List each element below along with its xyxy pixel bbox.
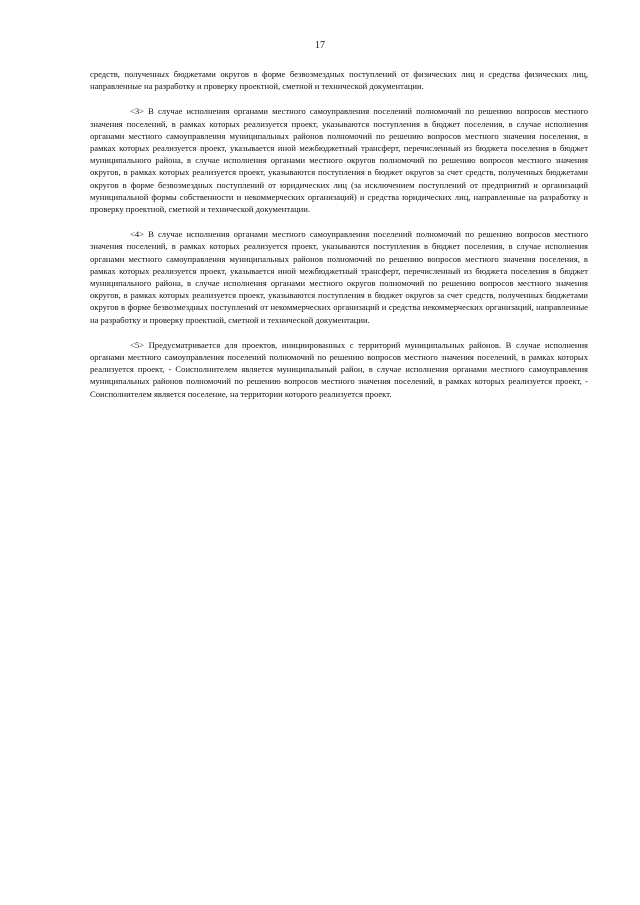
footnote-5: <5> Предусматривается для проектов, инициированных с территорий муниципальных районов. В случае исполнения органами местного самоуправления поселений полномочий по решению вопросов местного значения поселений, в рамках которых реализуется проект, - Соисполнителем является муниципальный район, в случае исполнения органами местного самоуправления муниципальных районов полномочий по решению вопросов местного значения поселений, в рамках которых реализуется проект, - Соисполнителем является поселение, на территории которого реализуется проект.: [90, 339, 588, 399]
page-number: 17: [315, 40, 325, 51]
document-body: [90, 68, 588, 413]
paragraph-continuation: средств, полученных бюджетами округов в форме безвозмездных поступлений от физических лиц и средства физических лиц, направленные на разработку и проверку проектной, сметной и технической документации.: [90, 69, 588, 92]
footnote-4: <4> В случае исполнения органами местного самоуправления поселений полномочий по решению вопросов местного значения поселений, в рамках которых реализуется проект, указываются поступления в бюджет поселения, в случае исполнения органами местного самоуправления муниципальных районов полномочий по решению вопросов местного значения поселения, в рамках которых реализуется проект, указывается иной межбюджетный трансферт, перечисленный из бюджета поселения в бюджет муниципального района, в случае исполнения органами местного округов полномочий по решению вопросов местного значения округов, в рамках которых реализуется проект, указываются поступления в бюджет округов за счет средств, полученных бюджетами округов в форме безвозмездных поступлений от некоммерческих организаций и средства некоммерческих организаций, направленные на разработку и проверку проектной, сметной и технической документации.: [90, 229, 588, 325]
footnote-3: <3> В случае исполнения органами местного самоуправления поселений полномочий по решению вопросов местного значения поселений, в рамках которых реализуется проект, указываются поступления в бюджет поселения, в случае исполнения органами местного самоуправления муниципальных районов полномочий по решению вопросов местного значения поселения, в рамках которых реализуется проект, указывается иной межбюджетный трансферт, перечисленный из бюджета поселения в бюджет муниципального района, в случае исполнения органами местного округов полномочий по решению вопросов местного значения округов, в рамках которых реализуется проект, указываются поступления в бюджет округов за счет средств, полученных бюджетами округов в форме безвозмездных поступлений от юридических лиц (за исключением поступлений от предприятий и организаций муниципальной формы собственности и некоммерческих организаций) и средства юридических лиц, направленные на разработку и проверку проектной, сметной и технической документации.: [90, 106, 588, 215]
